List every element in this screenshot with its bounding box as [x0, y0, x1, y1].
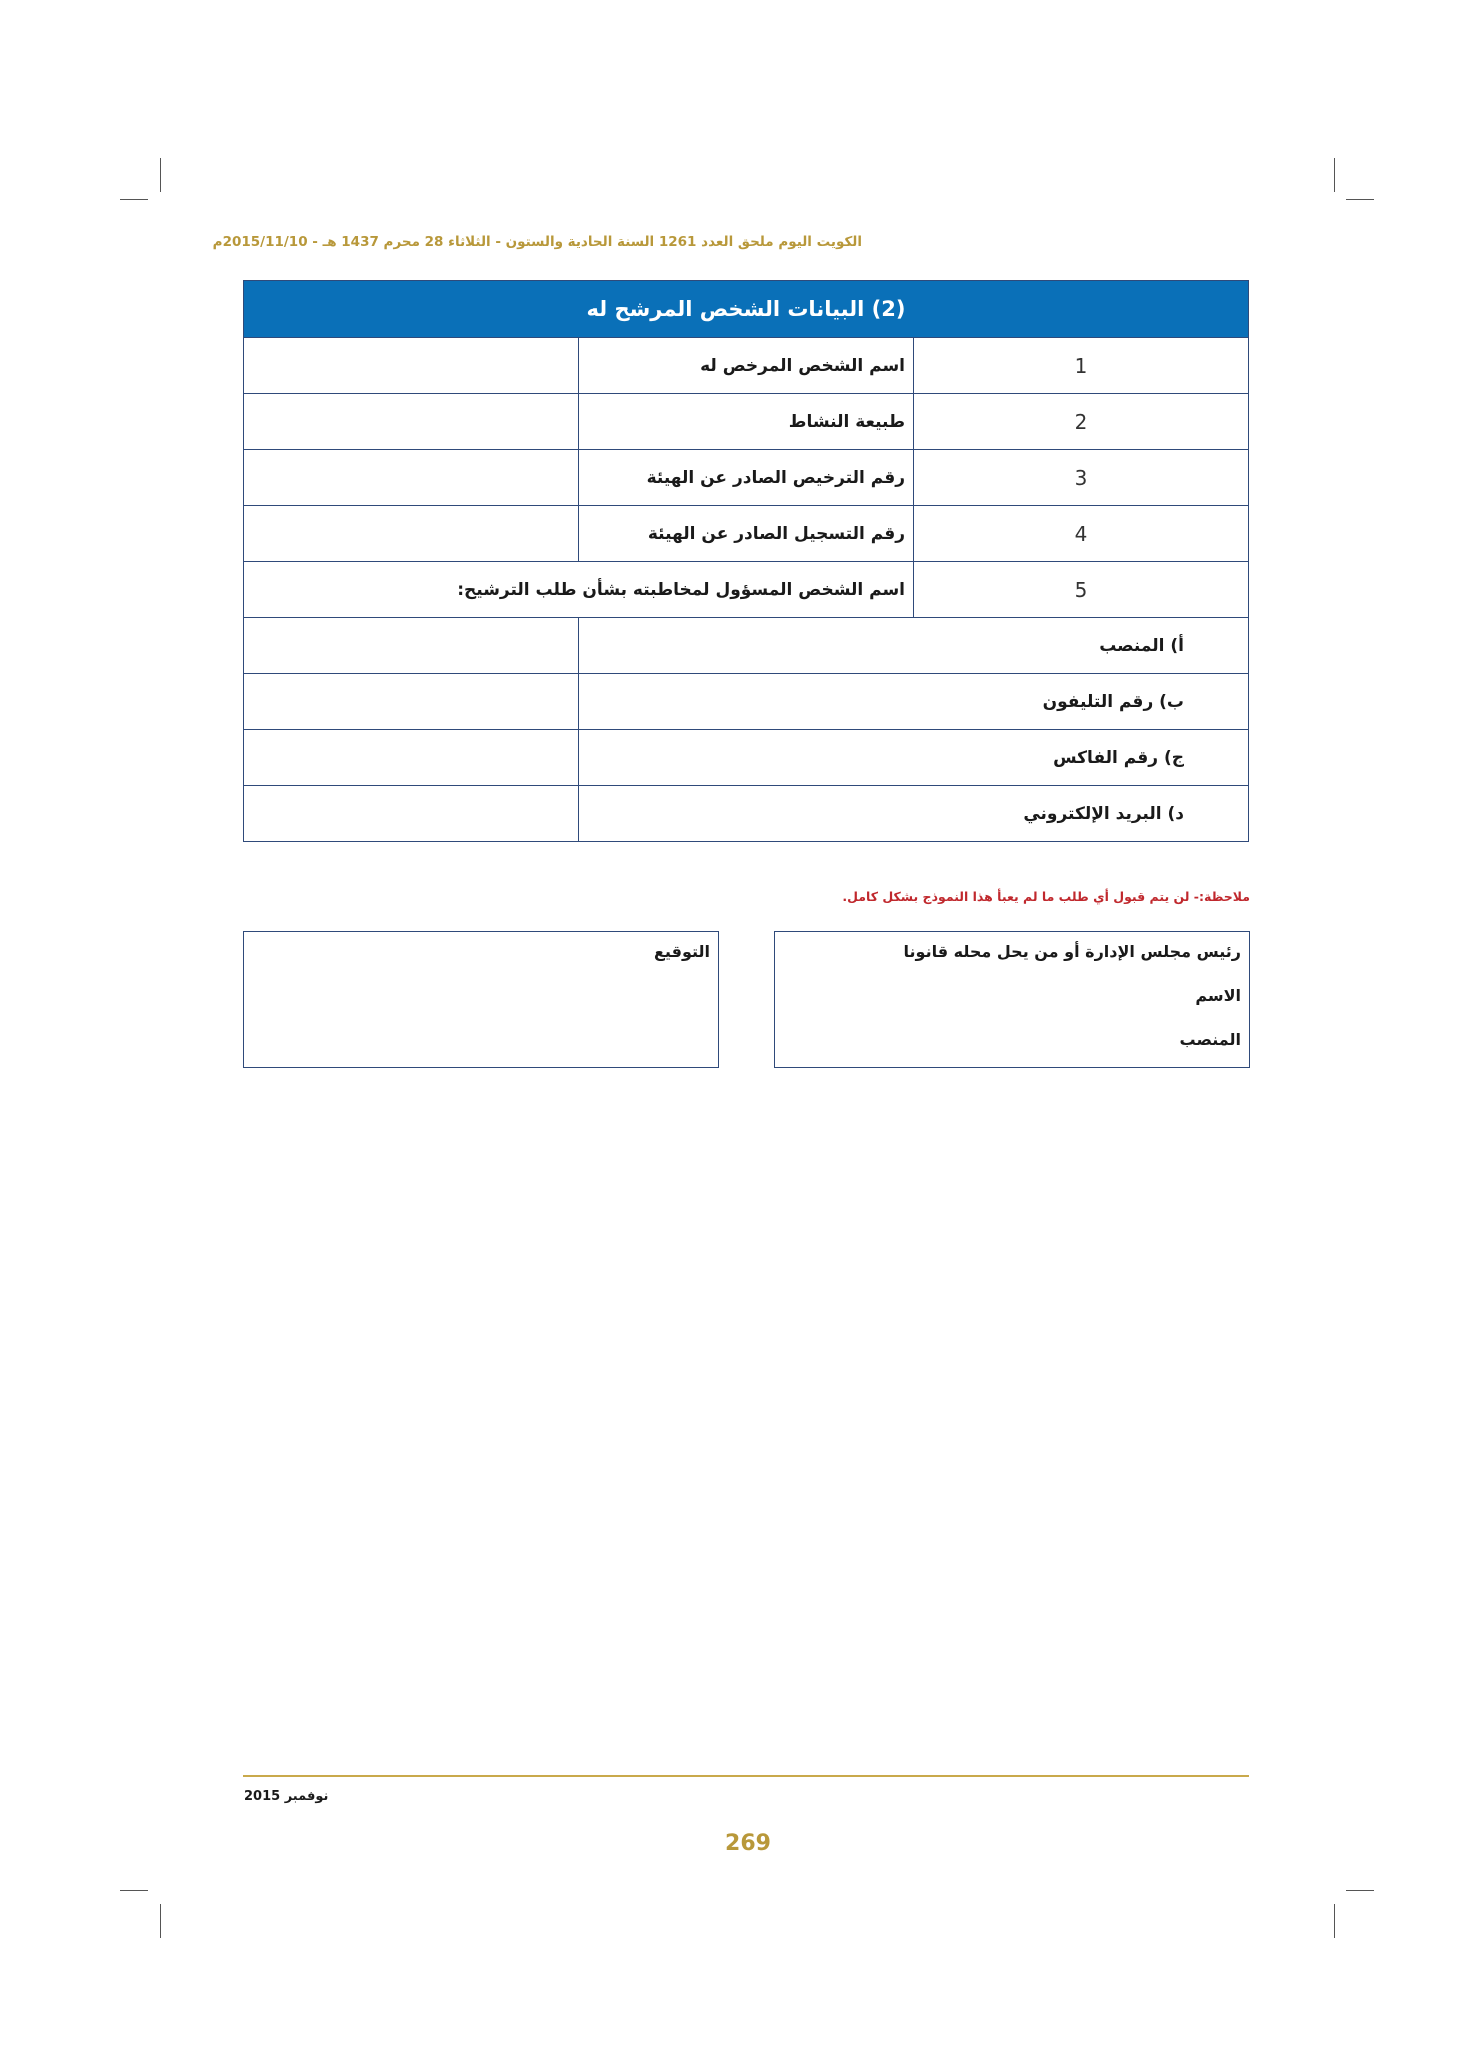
form-subrow [244, 618, 1249, 674]
row-label-contact-person: اسم الشخص المسؤول لمخاطبته بشأن طلب الترشيح: [244, 562, 914, 618]
form-subrow [244, 730, 1249, 786]
footer-divider [243, 1775, 1249, 1777]
row-number: 3 [914, 450, 1249, 506]
crop-mark [1334, 158, 1335, 192]
candidate-data-form [243, 280, 1249, 842]
signature-label: التوقيع [654, 942, 710, 961]
crop-mark [160, 158, 161, 192]
form-row [244, 562, 1249, 618]
value-field-licensee-name[interactable] [244, 338, 579, 394]
crop-mark [1334, 1904, 1335, 1938]
value-field-email[interactable] [244, 786, 579, 842]
subrow-label-position: أ) المنصب [579, 618, 1249, 674]
crop-mark [1346, 1890, 1374, 1891]
row-label-registration-number: رقم التسجيل الصادر عن الهيئة [579, 506, 914, 562]
form-note: ملاحظة:- لن يتم قبول أي طلب ما لم يعبأ هذا النموذج بشكل كامل. [842, 889, 1250, 904]
chair-details-box [774, 931, 1250, 1068]
footer-date: نوفمبر 2015 [244, 1789, 329, 1804]
page-number: 269 [725, 1831, 771, 1856]
row-number: 1 [914, 338, 1249, 394]
form-subrow [244, 674, 1249, 730]
value-field-phone[interactable] [244, 674, 579, 730]
form-row [244, 506, 1249, 562]
name-label: الاسم [1195, 986, 1241, 1005]
row-number: 2 [914, 394, 1249, 450]
value-field-position[interactable] [244, 618, 579, 674]
running-header: الكويت اليوم ملحق العدد 1261 السنة الحادية والستون - الثلاثاء 28 محرم 1437 هـ - 2015/11/10م [212, 234, 862, 250]
row-number: 4 [914, 506, 1249, 562]
row-label-licensee-name: اسم الشخص المرخص له [579, 338, 914, 394]
crop-mark [120, 199, 148, 200]
crop-mark [1346, 199, 1374, 200]
form-title: (2) البيانات الشخص المرشح له [244, 281, 1249, 338]
value-field-registration-number[interactable] [244, 506, 579, 562]
row-number: 5 [914, 562, 1249, 618]
subrow-label-fax: ج) رقم الفاكس [579, 730, 1249, 786]
row-label-license-number: رقم الترخيص الصادر عن الهيئة [579, 450, 914, 506]
subrow-label-phone: ب) رقم التليفون [579, 674, 1249, 730]
crop-mark [160, 1904, 161, 1938]
position-label: المنصب [1179, 1030, 1241, 1049]
value-field-license-number[interactable] [244, 450, 579, 506]
value-field-fax[interactable] [244, 730, 579, 786]
form-row [244, 394, 1249, 450]
subrow-label-email: د) البريد الإلكتروني [579, 786, 1249, 842]
value-field-activity-nature[interactable] [244, 394, 579, 450]
form-row [244, 338, 1249, 394]
chair-label: رئيس مجلس الإدارة أو من يحل محله قانونا [903, 942, 1241, 961]
crop-mark [120, 1890, 148, 1891]
form-row [244, 450, 1249, 506]
signature-box[interactable] [243, 931, 719, 1068]
row-label-activity-nature: طبيعة النشاط [579, 394, 914, 450]
form-subrow [244, 786, 1249, 842]
